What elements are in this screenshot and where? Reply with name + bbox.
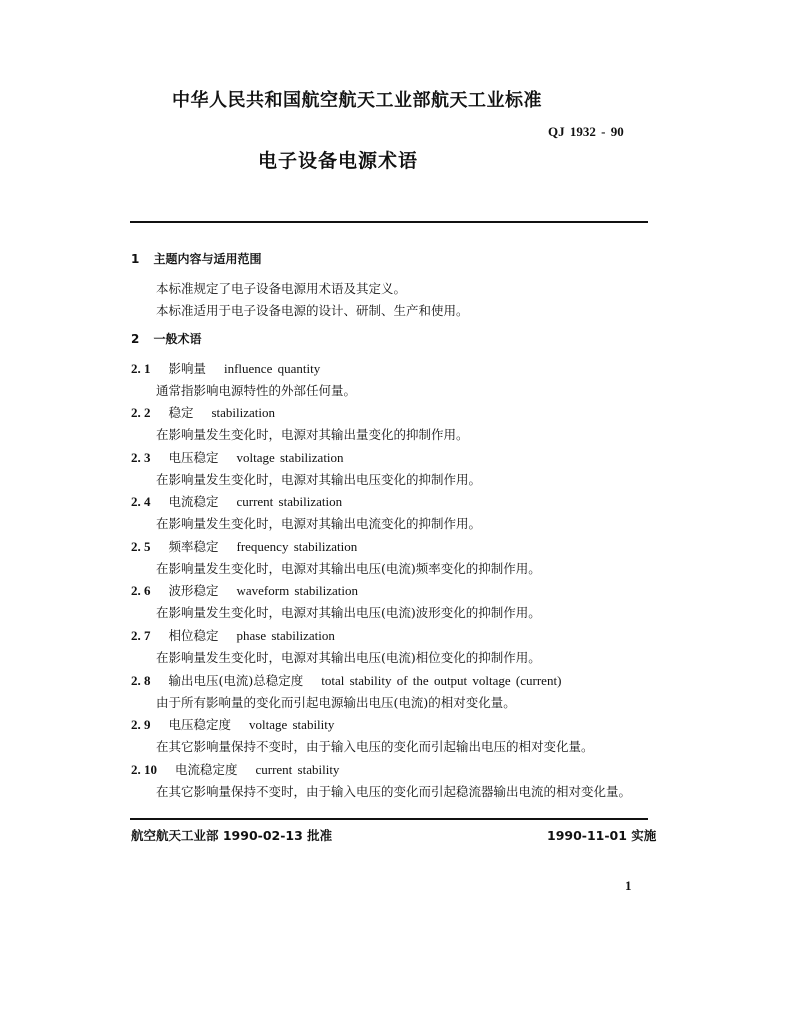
standard-number: QJ 1932 - 90	[548, 124, 624, 139]
issuing-organization: 中华人民共和国航空航天工业部航天工业标准	[172, 90, 542, 111]
paragraph: 本标准适用于电子设备电源的设计、研制、生产和使用。	[156, 303, 469, 318]
term-entry	[131, 760, 339, 778]
term-entry	[131, 671, 561, 689]
term-definition: 在影响量发生变化时，电源对其输出电压变化的抑制作用。	[156, 472, 482, 487]
section-title: 一般术语	[153, 332, 202, 346]
approval-date: 航空航天工业部 1990-02-13 批准	[131, 828, 333, 843]
term-english: current stabilization	[236, 494, 343, 509]
term-definition: 在其它影响量保持不变时，由于输入电压的变化而引起输出电压的相对变化量。	[156, 739, 594, 754]
section-title: 主题内容与适用范围	[153, 252, 262, 266]
term-chinese: 电流稳定度	[174, 762, 238, 777]
term-number: 2. 2	[131, 405, 151, 420]
term-chinese: 电压稳定	[168, 450, 219, 465]
section-2-heading	[131, 330, 202, 347]
document-title: 电子设备电源术语	[258, 150, 419, 172]
header-divider	[130, 221, 648, 223]
footer-divider	[130, 818, 648, 820]
term-definition: 由于所有影响量的变化而引起电源输出电压(电流)的相对变化量。	[156, 695, 516, 710]
term-english: frequency stabilization	[236, 539, 358, 554]
section-number: 1	[131, 252, 140, 266]
term-entry	[131, 581, 358, 599]
term-definition: 在影响量发生变化时，电源对其输出电压(电流)相位变化的抑制作用。	[156, 650, 541, 665]
implementation-date: 1990-11-01 实施	[547, 828, 657, 843]
term-english: influence quantity	[223, 361, 321, 376]
term-entry	[131, 359, 320, 377]
term-chinese: 波形稳定	[168, 583, 219, 598]
term-entry	[131, 537, 357, 555]
term-number: 2. 10	[131, 762, 157, 777]
term-definition: 在影响量发生变化时，电源对其输出电压(电流)波形变化的抑制作用。	[156, 605, 541, 620]
term-number: 2. 1	[131, 361, 151, 376]
term-chinese: 电压稳定度	[168, 717, 231, 732]
term-entry	[131, 715, 334, 733]
page-number: 1	[625, 878, 632, 893]
term-number: 2. 8	[131, 673, 151, 688]
section-number: 2	[131, 332, 140, 346]
term-chinese: 影响量	[168, 361, 206, 376]
term-number: 2. 4	[131, 494, 151, 509]
term-definition: 通常指影响电源特性的外部任何量。	[156, 383, 357, 398]
term-definition: 在影响量发生变化时，电源对其输出电流变化的抑制作用。	[156, 516, 482, 531]
term-chinese: 输出电压(电流)总稳定度	[168, 673, 304, 688]
term-entry	[131, 403, 275, 421]
term-entry	[131, 448, 344, 466]
term-number: 2. 9	[131, 717, 151, 732]
term-english: voltage stabilization	[236, 450, 344, 465]
term-entry	[131, 492, 342, 510]
term-english: phase stabilization	[236, 628, 335, 643]
term-chinese: 频率稳定	[168, 539, 219, 554]
paragraph: 本标准规定了电子设备电源用术语及其定义。	[156, 281, 407, 296]
section-1-heading	[131, 250, 262, 267]
term-english: current stability	[255, 762, 340, 777]
term-english: total stability of the output voltage (current)	[321, 673, 562, 688]
term-number: 2. 7	[131, 628, 151, 643]
term-english: voltage stability	[248, 717, 335, 732]
term-english: waveform stabilization	[236, 583, 358, 598]
term-english: stabilization	[211, 405, 276, 420]
term-number: 2. 3	[131, 450, 151, 465]
term-definition: 在影响量发生变化时，电源对其输出量变化的抑制作用。	[156, 427, 469, 442]
term-entry	[131, 626, 335, 644]
term-definition: 在影响量发生变化时，电源对其输出电压(电流)频率变化的抑制作用。	[156, 561, 541, 576]
term-chinese: 稳定	[168, 405, 194, 420]
term-number: 2. 5	[131, 539, 151, 554]
term-definition: 在其它影响量保持不变时，由于输入电压的变化而引起稳流器输出电流的相对变化量。	[156, 784, 632, 799]
term-chinese: 相位稳定	[168, 628, 219, 643]
term-number: 2. 6	[131, 583, 151, 598]
term-chinese: 电流稳定	[168, 494, 219, 509]
